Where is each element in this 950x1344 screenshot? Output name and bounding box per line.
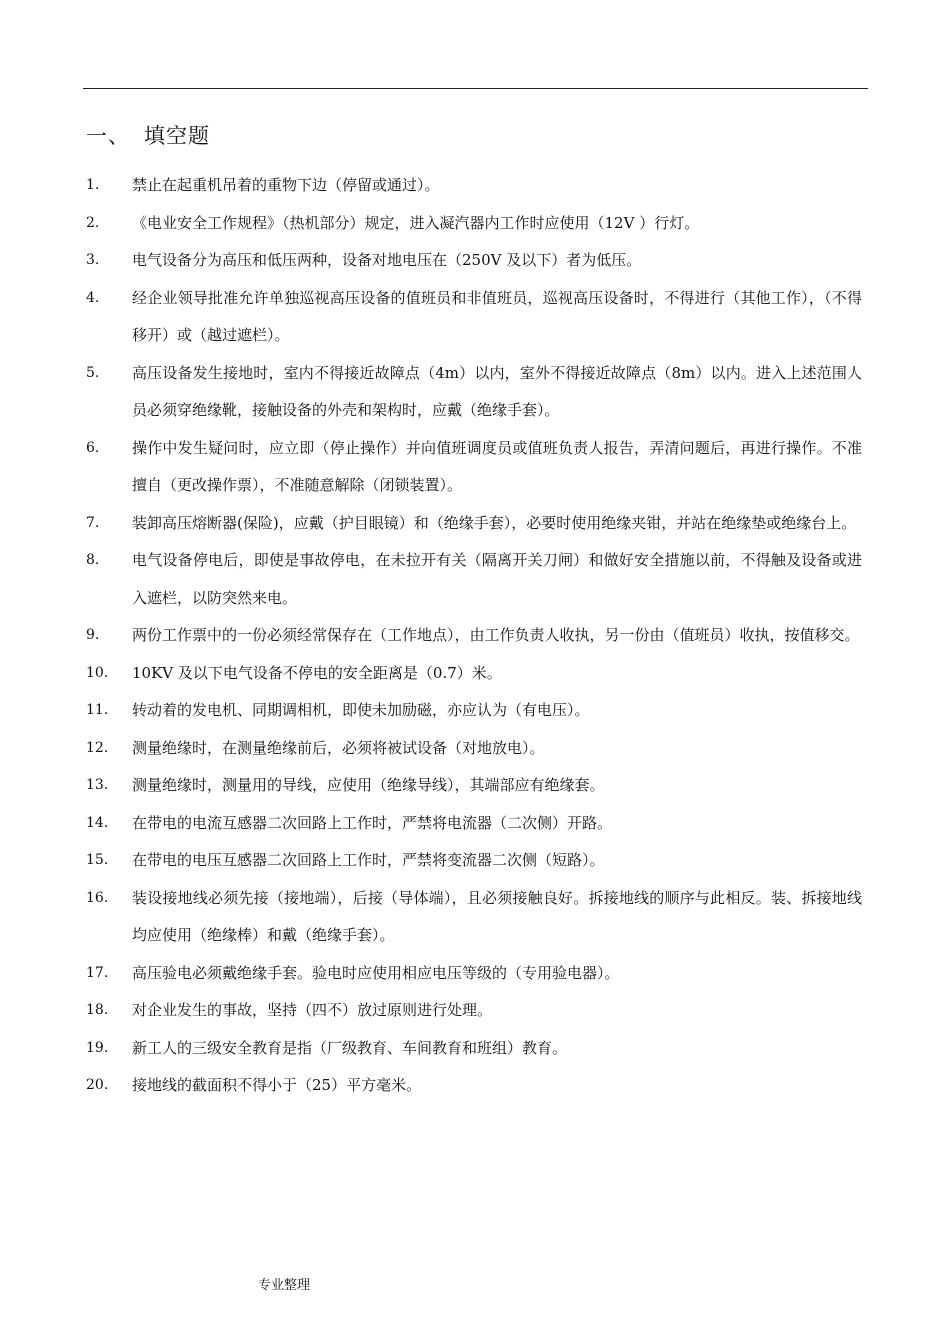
question-text: 新工人的三级安全教育是指（厂级教育、车间教育和班组）教育。 xyxy=(132,1038,568,1057)
question-number: 7. xyxy=(86,514,100,531)
question-number: 13. xyxy=(86,777,109,793)
question-item xyxy=(86,880,862,955)
question-item xyxy=(86,167,862,205)
question-item xyxy=(86,242,862,280)
question-item xyxy=(86,692,862,730)
question-item xyxy=(86,655,862,693)
question-text: 装卸高压熔断器(保险)，应戴（护目眼镜）和（绝缘手套），必要时使用绝缘夹钳，并站在绝缘垫或绝缘台上。 xyxy=(132,513,857,532)
question-item xyxy=(86,542,862,617)
question-item xyxy=(86,355,862,430)
question-item xyxy=(86,505,862,543)
section-heading xyxy=(86,120,210,150)
question-number: 11. xyxy=(86,702,109,718)
question-text: 操作中发生疑问时，应立即（停止操作）并向值班调度员或值班负责人报告，弄清问题后，再进行操作。不准擅自（更改操作票），不准随意解除（闭锁装置）。 xyxy=(132,438,862,494)
question-number: 2. xyxy=(86,214,100,231)
question-number: 18. xyxy=(86,1002,109,1018)
question-number: 6. xyxy=(86,439,100,456)
question-text: 电气设备停电后，即使是事故停电，在未拉开有关（隔离开关刀闸）和做好安全措施以前，不得触及设备或进入遮栏，以防突然来电。 xyxy=(132,551,862,607)
question-text: 测量绝缘时，在测量绝缘前后，必须将被试设备（对地放电）。 xyxy=(132,738,545,757)
question-number: 17. xyxy=(86,964,109,981)
question-text: 高压设备发生接地时，室内不得接近故障点（4m）以内，室外不得接近故障点（8m）以内。进入上述范围人员必须穿绝缘靴，接触设备的外壳和架构时，应戴（绝缘手套）。 xyxy=(132,363,862,419)
question-text: 禁止在起重机吊着的重物下边（停留或通过）。 xyxy=(132,176,440,194)
question-text: 转动着的发电机、同期调相机，即使未加励磁，亦应认为（有电压）。 xyxy=(132,701,590,719)
question-text: 高压验电必须戴绝缘手套。验电时应使用相应电压等级的（专用验电器）。 xyxy=(132,963,620,982)
question-number: 12. xyxy=(86,739,109,756)
question-number: 14. xyxy=(86,814,109,831)
question-text: 两份工作票中的一份必须经常保存在（工作地点），由工作负责人收执，另一份由（值班员）收执，按值移交。 xyxy=(132,626,860,644)
question-item xyxy=(86,430,862,505)
question-item xyxy=(86,805,862,843)
question-text: 《电业安全工作规程》（热机部分）规定，进入凝汽器内工作时应使用（12V ）行灯。 xyxy=(132,213,700,232)
question-text: 在带电的电流互感器二次回路上工作时，严禁将电流器（二次侧）开路。 xyxy=(132,813,613,832)
question-text: 测量绝缘时，测量用的导线，应使用（绝缘导线），其端部应有绝缘套。 xyxy=(132,776,605,794)
section-number: 一、 xyxy=(86,124,130,148)
question-item xyxy=(86,842,862,880)
question-number: 10. xyxy=(86,664,109,681)
section-title: 填空题 xyxy=(144,124,210,148)
question-item xyxy=(86,205,862,243)
page-footer: 专业整理 xyxy=(258,1278,311,1293)
question-number: 15. xyxy=(86,852,109,868)
question-item xyxy=(86,767,862,805)
question-number: 9. xyxy=(86,627,100,643)
question-number: 19. xyxy=(86,1039,109,1056)
question-item xyxy=(86,955,862,993)
header-rule xyxy=(83,88,868,89)
question-number: 16. xyxy=(86,889,109,906)
question-item xyxy=(86,1067,862,1105)
question-text: 经企业领导批准允许单独巡视高压设备的值班员和非值班员，巡视高压设备时，不得进行（其他工作），（不得移开）或（越过遮栏）。 xyxy=(132,288,862,344)
question-number: 4. xyxy=(86,289,100,306)
question-item xyxy=(86,1030,862,1068)
question-item xyxy=(86,617,862,655)
question-number: 3. xyxy=(86,252,100,268)
question-number: 8. xyxy=(86,552,100,568)
question-item xyxy=(86,280,862,355)
question-item xyxy=(86,992,862,1030)
question-text: 电气设备分为高压和低压两种，设备对地电压在（250V 及以下）者为低压。 xyxy=(132,251,642,269)
question-list xyxy=(86,167,862,1105)
question-number: 1. xyxy=(86,177,100,193)
question-text: 装设接地线必须先接（接地端），后接（导体端），且必须接触良好。拆接地线的顺序与此相反。装、拆接地线均应使用（绝缘棒）和戴（绝缘手套）。 xyxy=(132,888,862,944)
question-text: 对企业发生的事故，坚持（四不）放过原则进行处理。 xyxy=(132,1001,493,1019)
question-item xyxy=(86,730,862,768)
question-text: 在带电的电压互感器二次回路上工作时，严禁将变流器二次侧（短路）。 xyxy=(132,851,605,869)
question-text: 10KV 及以下电气设备不停电的安全距离是（0.7）米。 xyxy=(132,663,502,682)
question-text: 接地线的截面积不得小于（25）平方毫米。 xyxy=(132,1076,422,1094)
question-number: 5. xyxy=(86,364,100,381)
question-number: 20. xyxy=(86,1077,109,1093)
